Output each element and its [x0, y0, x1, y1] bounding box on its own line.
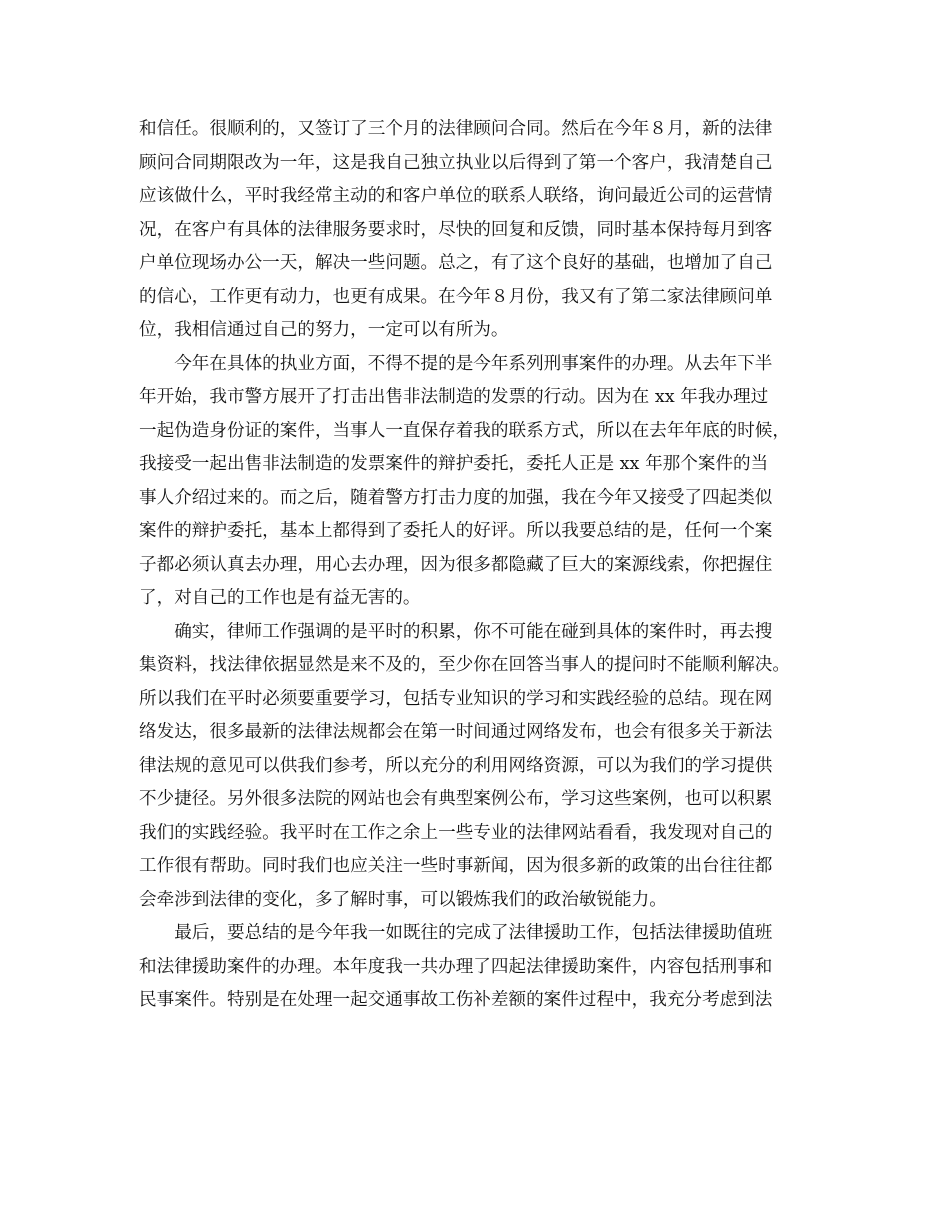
para-3-line-9: 会牵涉到法律的变化，多了解时事，可以锻炼我们的政治敏锐能力。	[139, 889, 667, 910]
para-1-line-4: 况，在客户有具体的法律服务要求时，尽快的回复和反馈，同时基本保持每月到客	[139, 219, 773, 240]
para-2-line-8: 了，对自己的工作也是有益无害的。	[139, 588, 421, 608]
para-3-line-4: 络发达，很多最新的法律法规都会在第一时间通过网络发布，也会有很多关于新法	[139, 722, 773, 742]
para-2-line-3: 一起伪造身份证的案件，当事人一直保存着我的联系方式，所以在去年年底的时候，	[139, 420, 790, 441]
para-3-line-6: 不少捷径。另外很多法院的网站也会有典型案例公布，学习这些案例，也可以积累	[139, 789, 773, 809]
para-4-line-1: 最后，要总结的是今年我一如既往的完成了法律援助工作，包括法律援助值班	[139, 923, 773, 943]
para-2-line-6: 案件的辩护委托，基本上都得到了委托人的好评。所以我要总结的是，任何一个案	[139, 521, 773, 541]
para-1-line-2: 顾问合同期限改为一年，这是我自己独立执业以后得到了第一个客户，我清楚自己	[139, 152, 773, 173]
para-4-line-2: 和法律援助案件的办理。本年度我一共办理了四起法律援助案件，内容包括刑事和	[139, 956, 773, 977]
para-1-line-6: 的信心，工作更有动力，也更有成果。在今年８月份，我又有了第二家法律顾问单	[139, 286, 773, 307]
para-3-line-7: 我们的实践经验。我平时在工作之余上一些专业的法律网站看看，我发现对自己的	[139, 822, 773, 843]
para-3-line-3: 所以我们在平时必须要重要学习，包括专业知识的学习和实践经验的总结。现在网	[139, 688, 773, 709]
para-2-line-5: 事人介绍过来的。而之后，随着警方打击力度的加强，我在今年又接受了四起类似	[139, 487, 773, 508]
para-1-line-7: 位，我相信通过自己的努力，一定可以有所为。	[139, 320, 509, 340]
para-2-line-1: 今年在具体的执业方面，不得不提的是今年系列刑事案件的办理。从去年下半	[139, 353, 773, 374]
document-body	[139, 113, 819, 1018]
para-3-line-8: 工作很有帮助。同时我们也应关注一些时事新闻，因为很多新的政策的出台往往都	[139, 856, 773, 876]
para-3-line-5: 律法规的意见可以供我们参考，所以充分的利用网络资源，可以为我们的学习提供	[139, 755, 773, 776]
para-2-line-2: 年开始，我市警方展开了打击出售非法制造的发票的行动。因为在 xx 年我办理过	[139, 387, 769, 407]
para-3-line-1: 确实，律师工作强调的是平时的积累，你不可能在碰到具体的案件时，再去搜	[139, 621, 773, 642]
para-2-line-7: 子都必须认真去办理，用心去办理，因为很多都隐藏了巨大的案源线索，你把握住	[139, 554, 773, 575]
para-3-line-2: 集资料，找法律依据显然是来不及的，至少你在回答当事人的提问时不能顺利解决。	[139, 655, 790, 675]
para-2-line-4: 我接受一起出售非法制造的发票案件的辩护委托，委托人正是 xx 年那个案件的当	[139, 454, 769, 474]
para-1-line-3: 应该做什么，平时我经常主动的和客户单位的联系人联络，询问最近公司的运营情	[139, 186, 773, 206]
para-4-line-3: 民事案件。特别是在处理一起交通事故工伤补差额的案件过程中，我充分考虑到法	[139, 990, 773, 1010]
para-1-line-1: 和信任。很顺利的，又签订了三个月的法律顾问合同。然后在今年８月，新的法律	[139, 119, 773, 139]
para-1-line-5: 户单位现场办公一天，解决一些问题。总之，有了这个良好的基础，也增加了自己	[139, 253, 773, 273]
